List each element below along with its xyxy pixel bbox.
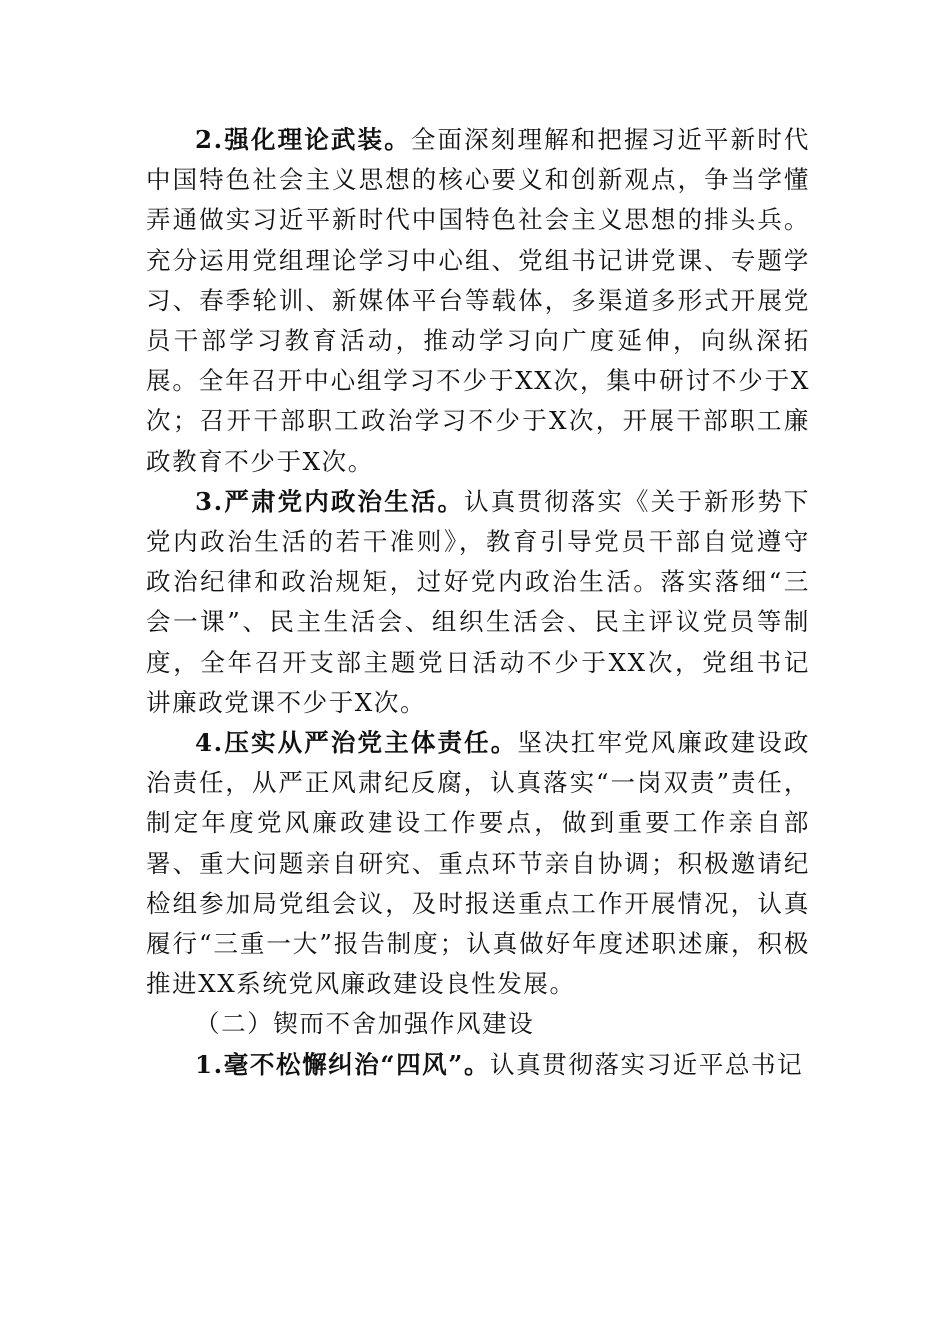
paragraph-body: 全面深刻理解和把握习近平新时代中国特色社会主义思想的核心要义和创新观点，争当学懂弄通做实习近平新时代中国特色社会主义思想的排头兵。充分运用党组理论学习中心组、党组书记讲党课、专题学习、春季轮训、新媒体平台等载体，多渠道多形式开展党员干部学习教育活动，推动学习向广度延伸，向纵深拓展。全年召开中心组学习不少于XX次，集中研讨不少于X次；召开干部职工政治学习不少于X次，开展干部职工廉政教育不少于X次。 bbox=[146, 125, 811, 476]
section-subheading: （二）锲而不舍加强作风建设 bbox=[195, 1009, 535, 1039]
paragraph-main-responsibility bbox=[146, 723, 810, 1004]
paragraph-strengthen-theory bbox=[146, 120, 810, 482]
paragraph-lead: 4.压实从严治党主体责任。 bbox=[195, 728, 518, 758]
paragraph-four-styles bbox=[146, 1045, 810, 1085]
paragraph-body: 认真贯彻落实习近平总书记 bbox=[490, 1049, 804, 1079]
paragraph-body: 认真贯彻落实《关于新形势下党内政治生活的若干准则》，教育引导党员干部自觉遵守政治纪律和政治规矩，过好党内政治生活。落实落细“三会一课”、民主生活会、组织生活会、民主评议党员等制度，全年召开支部主题党日活动不少于XX次，党组书记讲廉政党课不少于X次。 bbox=[146, 486, 810, 717]
paragraph-lead: 2.强化理论武装。 bbox=[195, 125, 411, 154]
paragraph-lead: 3.严肃党内政治生活。 bbox=[195, 486, 465, 516]
paragraph-political-life bbox=[146, 482, 810, 723]
paragraph-body: 坚决扛牢党风廉政建设政治责任，从严正风肃纪反腐，认真落实“一岗双责”责任，制定年度党风廉政建设工作要点，做到重要工作亲自部署、重大问题亲自研究、重点环节亲自协调；积极邀请纪检组参加局党组会议，及时报送重点工作开展情况，认真履行“三重一大”报告制度；认真做好年度述职述廉，积极推进XX系统党风廉政建设良性发展。 bbox=[146, 728, 810, 999]
paragraph-lead: 1.毫不松懈纠治“四风”。 bbox=[195, 1049, 491, 1079]
document-page bbox=[146, 120, 810, 1085]
